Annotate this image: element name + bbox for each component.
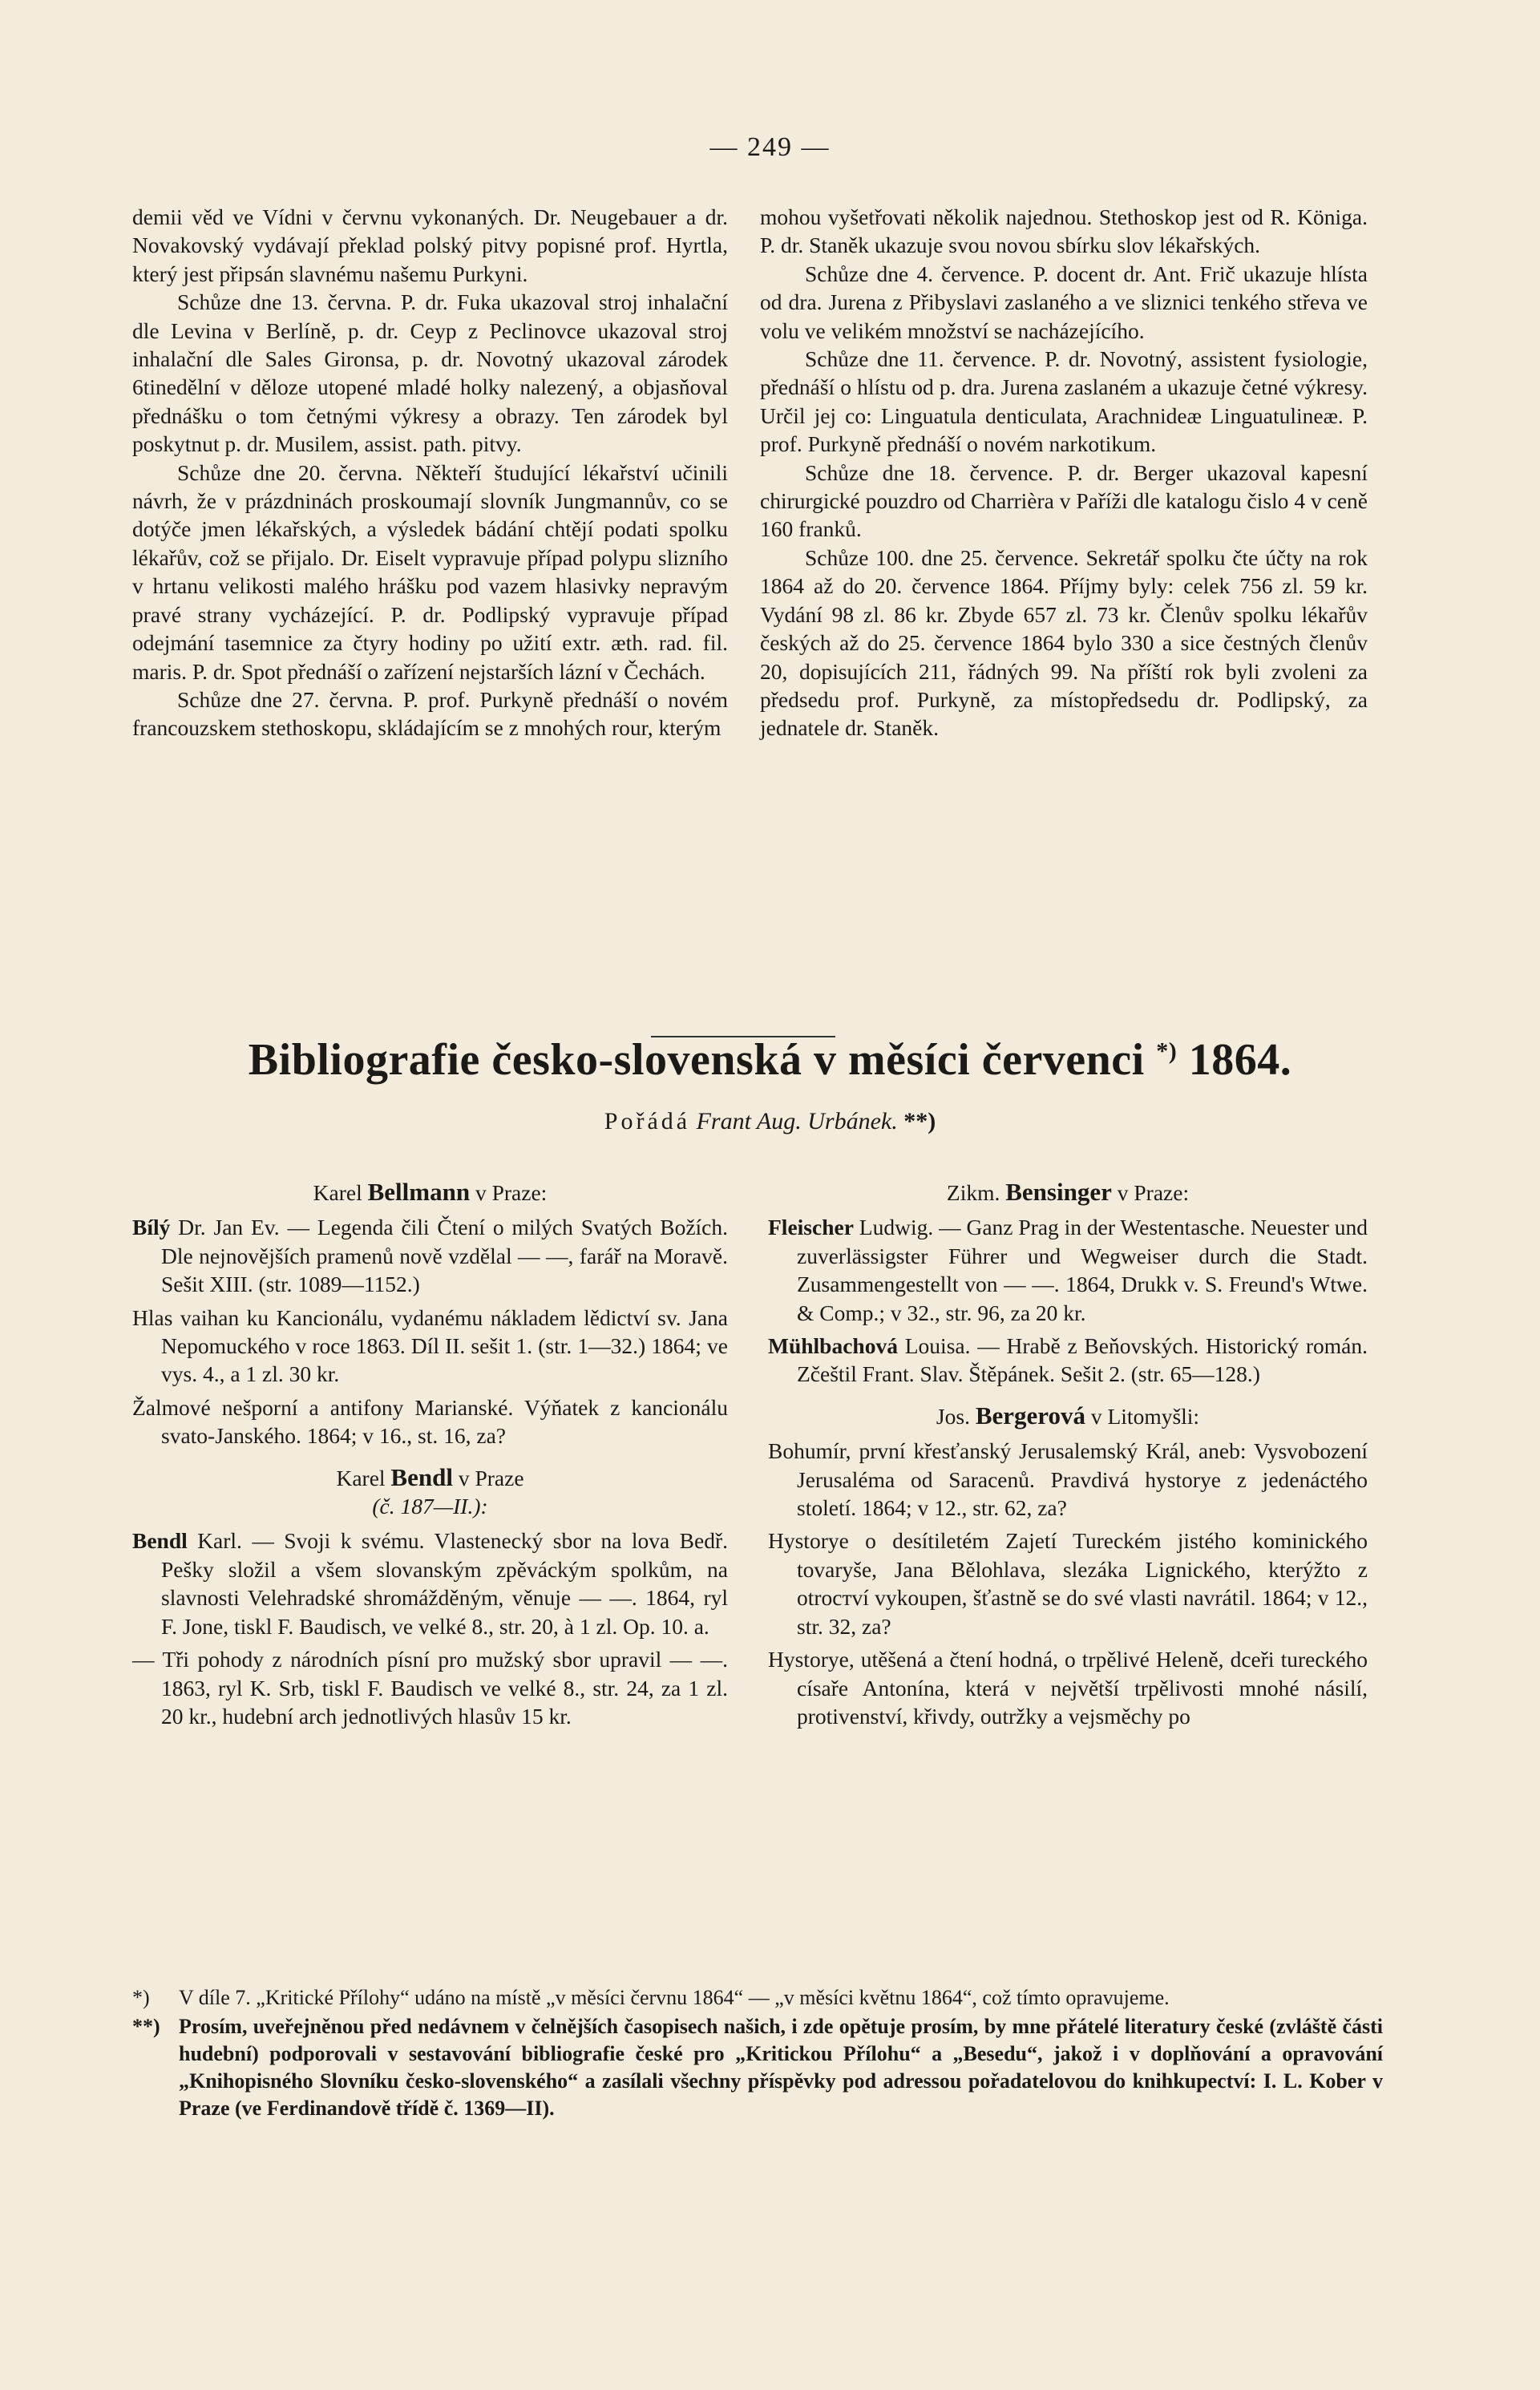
bibliography-title-mark: *) <box>1156 1037 1178 1065</box>
bibliography-title <box>0 1034 1540 1086</box>
publisher-heading <box>768 1178 1368 1207</box>
paragraph: Schůze dne 4. července. P. docent dr. Ant. Frič ukazuje hlísta od dra. Jurena z Přibyslavi zaslaného a ve sliznici tenkého střeva ve volu ve velikém množství se nacházejícího. <box>760 261 1368 343</box>
footnote-mark: *) <box>132 1986 150 2009</box>
paragraph: Schůze dne 11. července. P. dr. Novotný, assistent fysiologie, přednáší o hlístu od p. dra. Jurena zaslaném a ukazuje četné výkresy. Určil jej co: Linguatula denticulata, Arachnideæ Linguatulineæ. P. prof. Purkyně přednáší o novém narkotikum. <box>760 346 1368 457</box>
entry-text: Hystorye, utěšená a čtení hodná, o trpělivé Heleně, dceři tureckého císaře Antonína, která v největší trpělivosti mnohé násilí, protivenství, křivdy, outržky a vejsměchy po <box>768 1647 1368 1729</box>
entry-author: Fleischer <box>768 1215 854 1240</box>
compiler-name: Frant Aug. Urbánek. <box>696 1108 898 1134</box>
publisher-heading <box>132 1178 728 1207</box>
publisher-name: Bergerová <box>975 1401 1085 1430</box>
publisher-place: v Praze: <box>1117 1180 1190 1205</box>
compiler-prefix: Pořádá <box>604 1108 691 1134</box>
entry-text: — Tři pohody z národních písní pro mužský sbor upravil — —. 1863, ryl K. Srb, tiskl F. Baudisch ve velké 8., str. 24, za 1 zl. 20 kr., hudební arch jednotlivých hlasův 15 kr. <box>132 1647 728 1729</box>
entry-text: Hystorye o desítiletém Zajetí Tureckém jistého kominického tovaryše, Jana Bělohlava, slezáka Lignického, kterýžto z otrocтví vykoupen, šťastně se do své vlasti navrátil. 1864; v 12., str. 32, za? <box>768 1528 1368 1639</box>
publisher-prefix: Zikm. <box>946 1180 1000 1205</box>
entry-text: Žalmové nešporní a antifony Marianské. Výňatek z kancionálu svato-Janského. 1864; v 16., st. 16, za? <box>132 1394 728 1449</box>
bibliography-right-column <box>768 1167 1368 1730</box>
compiler-mark: **) <box>903 1108 936 1134</box>
publisher-prefix: Karel <box>336 1465 386 1490</box>
publisher-note: (č. 187—II.): <box>372 1494 488 1519</box>
publisher-heading <box>132 1463 728 1521</box>
footnote <box>132 1984 1383 2012</box>
bibliography-entry <box>132 1304 728 1389</box>
entry-text: Karl. — Svoji k svému. Vlastenecký sbor na lova Bedř. Peškу složil a všem slovanským zpěváckým spolkům, na slavnosti Velehradské shromážděným, věnuje — —. 1864, ryl F. Jone, tiskl F. Baudisch, ve velké 8., str. 20, à 1 zl. Op. 10. a. <box>161 1528 728 1639</box>
entry-text: Louisa. — Hrabě z Beňovských. Historický román. Zčeštil Frant. Slav. Štěpánek. Sešit 2. (str. 65—128.) <box>797 1333 1368 1387</box>
publisher-name: Bellmann <box>367 1178 471 1206</box>
paragraph: Schůze dne 20. června. Někteří študující lékařství učinili návrh, že v prázdninách proskoumají slovník Jungmannův, co se dotýče jmen lékařských, a výsledek bádání chtějí podati spolku lékařův, což se přijalo. Dr. Eiselt vypravuje případ polypu slizního v hrtanu velikosti malého hrášku pod vazem hlasivky nepravým pravé strany vycházející. P. dr. Podlipský vypravuje případ odejmání tasemnice za čtyry hodiny po užití extr. æth. rad. fil. maris. P. dr. Spot přednáší o zařízení nejstarších lázní v Čechách. <box>132 459 728 684</box>
entry-author: Bílý <box>132 1215 171 1240</box>
publisher-name: Bendl <box>390 1462 453 1491</box>
footnote <box>132 2013 1383 2122</box>
publisher-heading <box>768 1401 1368 1430</box>
bibliography-entry <box>132 1393 728 1450</box>
entry-author: Bendl <box>132 1528 188 1554</box>
paragraph: Schůze dne 27. června. P. prof. Purkyně přednáší o novém francouzskem stethoskopu, skládajícím se z mnohých rour, kterým <box>132 686 728 741</box>
footnote-mark: **) <box>132 2015 160 2038</box>
footnotes <box>132 1984 1383 2124</box>
entry-text: Bohumír, první křesťanský Jerusalemský Král, aneb: Vysvobození Jerusaléma od Saracenů. Pravdivá hystorye z jedenáctého století. 1864; v 12., str. 62, za? <box>768 1438 1368 1521</box>
compiler-line <box>0 1108 1540 1135</box>
top-left-column <box>132 203 728 742</box>
bibliography-entry <box>768 1527 1368 1640</box>
bibliography-entry <box>132 1213 728 1298</box>
top-right-column <box>760 203 1368 742</box>
publisher-place: v Litomyšli: <box>1090 1403 1200 1429</box>
footnote-text: Prosím, uveřejněnou před nedávnem v čelnějších časopisech našich, i zde opětuje prosím, by mne přátelé literatury české (zvláště části hudební) podporovali v sestavování bibliografie české pro „Kritickou Přílohu“ a „Besedu“, jakož i v doplňování a opravování „Knihopisného Slovníku česko-slovenského“ a zasílali všechny příspěvky pod adressou pořadatelovou do knihkupectví: I. L. Kober v Praze (ve Ferdinandově třídě č. 1369—II). <box>179 2015 1383 2120</box>
bibliography-left-column <box>132 1167 728 1730</box>
bibliography-entry <box>132 1645 728 1730</box>
bibliography-title-year: 1864. <box>1188 1035 1292 1085</box>
entry-text: Hlas vaihan ku Kancionálu, vydanému nákladem lědictví sv. Jana Nepomuckého v roce 1863. Díl II. sešit 1. (str. 1—32.) 1864; ve vys. 4., a 1 zl. 30 kr. <box>132 1304 728 1387</box>
publisher-place: v Praze <box>458 1465 524 1490</box>
bibliography-entry <box>132 1527 728 1640</box>
bibliography-entry <box>768 1437 1368 1522</box>
bibliography-entry <box>768 1332 1368 1389</box>
bibliography-entry <box>768 1645 1368 1730</box>
paragraph: Schůze 100. dne 25. července. Sekretář spolku čte účty na rok 1864 až do 20. července 1864. Příjmy byly: celek 756 zl. 59 kr. Vydání 98 zl. 86 kr. Zbyde 657 zl. 73 kr. Členův spolku lékařův českých až do 25. července 1864 bylo 330 a sice čestných členův 20, dopisujících 211, řádných 99. Na příští rok byli zvoleni za předsedu prof. Purkyně, za místopředsedu dr. Podlipský, za jednatele dr. Staněk. <box>760 544 1368 741</box>
paragraph: Schůze dne 13. června. P. dr. Fuka ukazoval stroj inhalační dle Levina v Berlíně, p. dr. Ceyp z Peclinovce ukazoval stroj inhalační dle Sales Gironsa, p. dr. Novotný ukazoval zárodek 6tinedělní v děloze utopené mladé holky nalezený, a objasňoval přednášku o tom četnými výkresy a obrazy. Ten zárodek byl poskytnut p. dr. Musilem, assist. path. pitvy. <box>132 289 728 457</box>
publisher-place: v Praze: <box>475 1180 548 1205</box>
publisher-prefix: Karel <box>313 1180 362 1205</box>
publisher-prefix: Jos. <box>936 1403 970 1429</box>
bibliography-entry <box>768 1213 1368 1327</box>
entry-text: Dr. Jan Ev. — Legenda čili Čtení o milých Svatých Božích. Dle nejnovějších pramenů nově vzdělal — —, farář na Moravě. Sešit XIII. (str. 1089—1152.) <box>161 1215 728 1297</box>
entry-author: Mühlbachová <box>768 1333 898 1359</box>
paragraph: mohou vyšetřovati několik najednou. Stethoskop jest od R. Königa. P. dr. Staněk ukazuje svou novou sbírku slov lékařských. <box>760 204 1368 258</box>
publisher-name: Bensinger <box>1005 1178 1112 1206</box>
bibliography-title-text: Bibliografie česko-slovenská v měsíci červenci <box>248 1035 1145 1085</box>
footnote-text: V díle 7. „Kritické Přílohy“ udáno na místě „v měsíci červnu 1864“ — „v měsíci květnu 1864“, což tímto opravujeme. <box>179 1986 1170 2009</box>
paragraph: Schůze dne 18. července. P. dr. Berger ukazoval kapesní chirurgické pouzdro od Charrièra v Paříži dle katalogu čislo 4 v ceně 160 franků. <box>760 459 1368 542</box>
paragraph: demii věd ve Vídni v červnu vykonaných. Dr. Neugebauer a dr. Novakovský vydávají překlad polský pitvy popisné prof. Hyrtla, který jest připsán slavnému našemu Purkyni. <box>132 204 728 286</box>
entry-text: Ludwig. — Ganz Prag in der Westentasche. Neuester und zuverlässigster Führer und Wegweiser durch die Stadt. Zusammengestellt von — —. 1864, Drukk v. S. Freund's Wtwe. & Comp.; v 32., str. 96, za 20 kr. <box>797 1215 1368 1325</box>
page-number: — 249 — <box>709 132 831 162</box>
